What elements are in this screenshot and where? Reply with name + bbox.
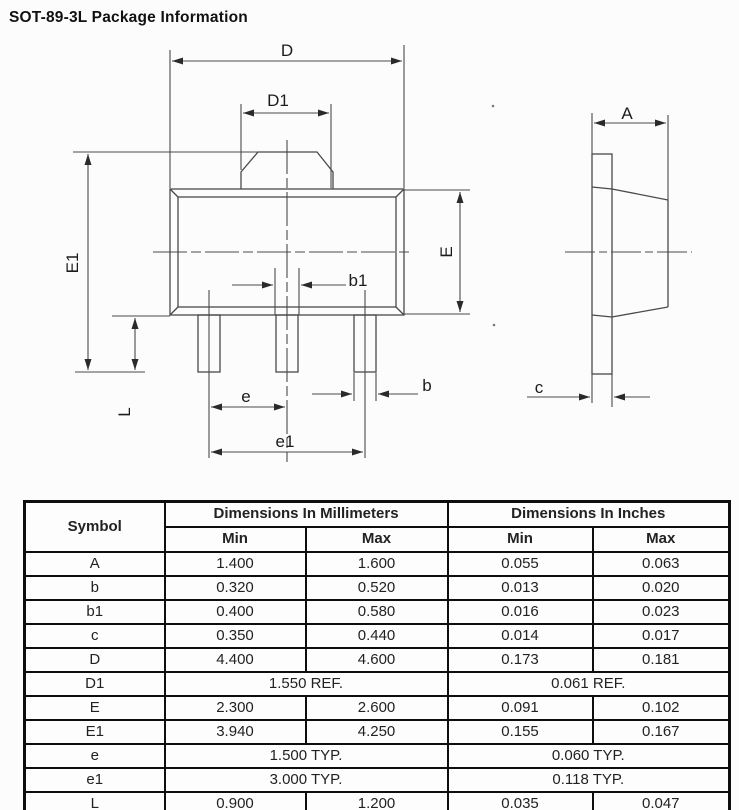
symbol-cell: L (25, 792, 165, 810)
dimension-L (112, 316, 170, 370)
header-symbol: Symbol (25, 502, 165, 553)
dimension-b1 (232, 268, 346, 315)
in-min-cell: 0.016 (448, 600, 593, 624)
centerlines (153, 140, 410, 462)
symbol-cell: e (25, 744, 165, 768)
symbol-cell: b (25, 576, 165, 600)
header-in-min: Min (448, 527, 593, 552)
table-row (25, 600, 730, 624)
header-millimeters: Dimensions In Millimeters (165, 502, 448, 528)
scan-speck (492, 105, 495, 108)
in-min-cell: 0.055 (448, 552, 593, 576)
dim-label-L: L (115, 407, 134, 417)
mm-max-cell: 1.200 (306, 792, 448, 810)
table-row (25, 744, 730, 768)
side-view (527, 113, 692, 407)
symbol-cell: c (25, 624, 165, 648)
table-row (25, 792, 730, 810)
table-row (25, 648, 730, 672)
in-min-cell: 0.155 (448, 720, 593, 744)
in-min-cell: 0.173 (448, 648, 593, 672)
mm-min-cell: 1.400 (165, 552, 306, 576)
table-row (25, 720, 730, 744)
dim-label-E: E (437, 246, 456, 258)
mm-max-cell: 2.600 (306, 696, 448, 720)
table-row (25, 672, 730, 696)
dimension-A (592, 113, 668, 200)
dim-label-e: e (241, 387, 251, 406)
in-span-cell: 0.118 TYP. (448, 768, 730, 792)
table-row (25, 696, 730, 720)
scan-speck (493, 324, 496, 327)
dimension-D1 (241, 104, 331, 188)
table-row (25, 576, 730, 600)
dim-label-D1: D1 (267, 91, 289, 110)
in-max-cell: 0.017 (593, 624, 730, 648)
in-max-cell: 0.167 (593, 720, 730, 744)
symbol-cell: e1 (25, 768, 165, 792)
mm-max-cell: 0.440 (306, 624, 448, 648)
header-in-max: Max (593, 527, 730, 552)
mm-min-cell: 0.350 (165, 624, 306, 648)
mm-max-cell: 0.580 (306, 600, 448, 624)
mm-min-cell: 0.400 (165, 600, 306, 624)
dim-label-b1: b1 (348, 271, 368, 290)
in-max-cell: 0.063 (593, 552, 730, 576)
mm-min-cell: 0.900 (165, 792, 306, 810)
dim-label-b: b (422, 376, 432, 395)
table-row (25, 624, 730, 648)
mm-max-cell: 4.600 (306, 648, 448, 672)
symbol-cell: E1 (25, 720, 165, 744)
symbol-cell: E (25, 696, 165, 720)
mm-max-cell: 4.250 (306, 720, 448, 744)
dim-label-A: A (621, 104, 633, 123)
in-min-cell: 0.035 (448, 792, 593, 810)
dimension-E1 (73, 152, 258, 372)
mm-min-cell: 0.320 (165, 576, 306, 600)
dimension-c (527, 374, 650, 407)
mm-min-cell: 2.300 (165, 696, 306, 720)
symbol-cell: D1 (25, 672, 165, 696)
table-header-row (25, 502, 730, 528)
page-title: SOT-89-3L Package Information (9, 9, 248, 26)
in-max-cell: 0.102 (593, 696, 730, 720)
table-row (25, 552, 730, 576)
dimensions-table (23, 500, 731, 810)
in-max-cell: 0.047 (593, 792, 730, 810)
header-mm-max: Max (306, 527, 448, 552)
in-span-cell: 0.061 REF. (448, 672, 730, 696)
in-max-cell: 0.023 (593, 600, 730, 624)
symbol-cell: D (25, 648, 165, 672)
dim-label-e1: e1 (275, 432, 295, 451)
in-min-cell: 0.091 (448, 696, 593, 720)
table-row (25, 768, 730, 792)
in-min-cell: 0.013 (448, 576, 593, 600)
in-min-cell: 0.014 (448, 624, 593, 648)
symbol-cell: A (25, 552, 165, 576)
mm-span-cell: 1.500 TYP. (165, 744, 448, 768)
header-mm-min: Min (165, 527, 306, 552)
header-inches: Dimensions In Inches (448, 502, 730, 528)
mm-min-cell: 3.940 (165, 720, 306, 744)
dim-label-D: D (280, 41, 294, 60)
mm-span-cell: 1.550 REF. (165, 672, 448, 696)
mm-span-cell: 3.000 TYP. (165, 768, 448, 792)
mm-min-cell: 4.400 (165, 648, 306, 672)
dim-label-c: c (534, 378, 544, 397)
in-max-cell: 0.020 (593, 576, 730, 600)
in-span-cell: 0.060 TYP. (448, 744, 730, 768)
mm-max-cell: 1.600 (306, 552, 448, 576)
dim-label-E1: E1 (63, 252, 82, 274)
mm-max-cell: 0.520 (306, 576, 448, 600)
symbol-cell: b1 (25, 600, 165, 624)
in-max-cell: 0.181 (593, 648, 730, 672)
